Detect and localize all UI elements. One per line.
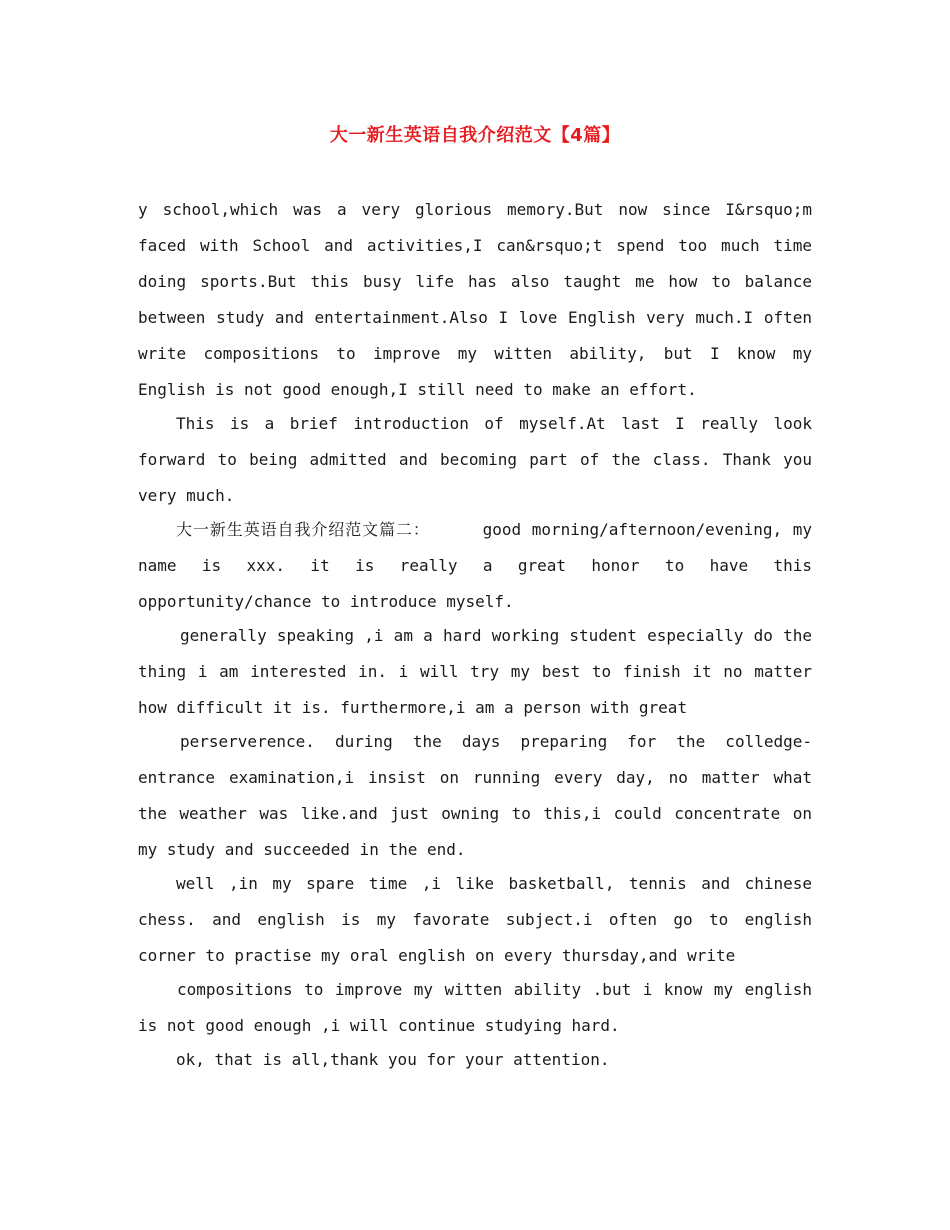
paragraph-6: well ,in my spare time ,i like basketball, tennis and chinese chess. and english is my favorate subject.i often go to english corner to practise my oral english on every thursday,and write	[138, 874, 812, 965]
paragraph-7: compositions to improve my witten ability .but i know my english is not good enough ,i will continue studying hard.	[138, 980, 812, 1035]
paragraph-5: perserverence. during the days preparing for the colledge-entrance examination,i insist on running every day, no matter what the weather was like.and just owning to this,i could concentrate on my study and succeeded in the end.	[138, 732, 812, 859]
paragraph-3	[138, 512, 812, 620]
paragraph-8: ok, that is all,thank you for your attention.	[176, 1050, 610, 1069]
section-heading: 大一新生英语自我介绍范文篇二：	[176, 520, 430, 539]
document-body	[138, 192, 812, 1078]
paragraph-2: This is a brief introduction of myself.At last I really look forward to being admitted and becoming part of the class. Thank you very much.	[138, 414, 812, 505]
paragraph-1: y school,which was a very glorious memory.But now since I&rsquo;m faced with School and activities,I can&rsquo;t spend too much time doing sports.But this busy life has also taught me how to balance between study and entertainment.Also I love English very much.I often write compositions to improve my witten ability, but I know my English is not good enough,I still need to make an effort.	[138, 200, 812, 399]
paragraph-4: generally speaking ,i am a hard working student especially do the thing i am interested in. i will try my best to finish it no matter how difficult it is. furthermore,i am a person with great	[138, 626, 812, 717]
paragraph-3-text: good morning/afternoon/evening, my name is xxx. it is really a great honor to have this opportunity/chance to introduce myself.	[138, 520, 812, 611]
document-title: 大一新生英语自我介绍范文【4篇】	[329, 125, 621, 146]
